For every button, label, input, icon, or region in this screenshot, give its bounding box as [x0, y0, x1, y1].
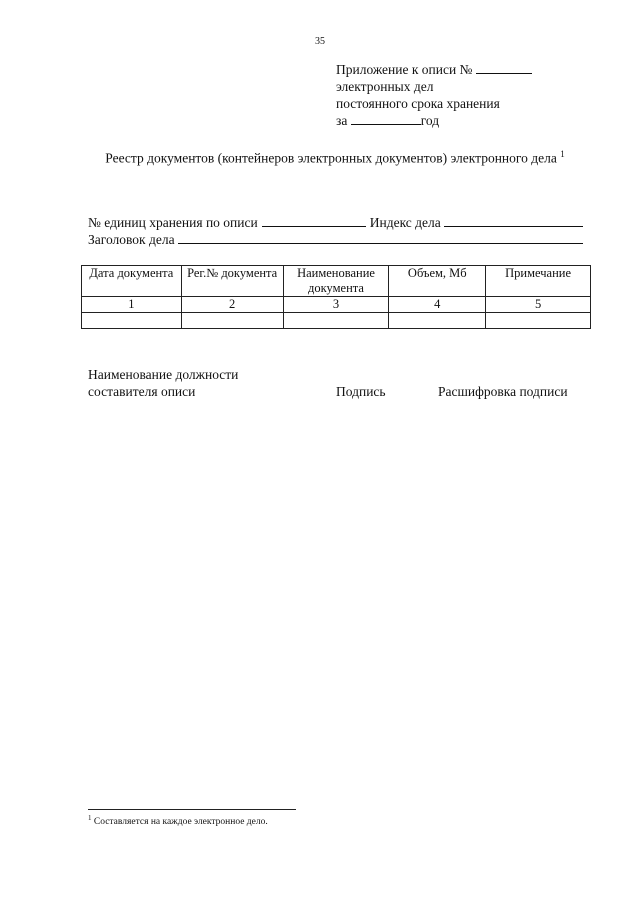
signature-block — [88, 366, 588, 406]
appendix-block — [336, 61, 532, 129]
signature-label: Подпись — [336, 384, 386, 399]
table-cell — [82, 313, 182, 329]
table-row — [82, 313, 591, 329]
footnote — [88, 812, 268, 828]
units-label: № единиц хранения по описи — [88, 215, 258, 230]
heading-label: Заголовок дела — [88, 232, 175, 247]
column-number: 2 — [181, 297, 283, 313]
appendix-line-1 — [336, 61, 532, 78]
header-date: Дата документа — [82, 266, 182, 297]
appendix-year-suffix: год — [420, 113, 440, 128]
appendix-line-3: постоянного срока хранения — [336, 96, 500, 111]
title-footnote-mark: 1 — [560, 149, 565, 159]
column-number: 1 — [82, 297, 182, 313]
registry-table — [81, 265, 591, 329]
document-title-text: Реестр документов (контейнеров электронных документов) электронного дела — [105, 150, 557, 166]
table-cell — [181, 313, 283, 329]
units-blank — [262, 214, 366, 227]
table-cell — [389, 313, 486, 329]
page-number: 35 — [315, 36, 325, 47]
position-label — [88, 366, 238, 400]
appendix-year-blank — [351, 112, 421, 125]
position-label-line-1: Наименование должности — [88, 367, 239, 382]
units-index-row — [88, 214, 583, 231]
column-number: 5 — [486, 297, 591, 313]
table-cell — [486, 313, 591, 329]
header-name: Наименование документа — [283, 266, 389, 297]
heading-row — [88, 231, 583, 248]
table-cell — [283, 313, 389, 329]
heading-blank — [178, 231, 583, 244]
index-blank — [444, 214, 583, 227]
header-volume: Объем, Мб — [389, 266, 486, 297]
signature-decoding-label: Расшифровка подписи — [438, 384, 568, 399]
appendix-line-2: электронных дел — [336, 79, 434, 94]
column-number: 4 — [389, 297, 486, 313]
position-label-line-2: составителя описи — [88, 384, 196, 399]
table-number-row — [82, 297, 591, 313]
header-note: Примечание — [486, 266, 591, 297]
case-fields — [88, 214, 583, 248]
footnote-mark: 1 — [88, 814, 92, 822]
table-header-row — [82, 266, 591, 297]
appendix-year-prefix: за — [336, 113, 348, 128]
appendix-line-4 — [336, 112, 532, 129]
index-label: Индекс дела — [369, 215, 441, 230]
appendix-number-blank — [476, 61, 532, 74]
document-title — [80, 146, 590, 167]
footnote-divider — [88, 809, 296, 810]
footnote-text: Составляется на каждое электронное дело. — [93, 817, 268, 828]
appendix-title: Приложение к описи № — [336, 62, 473, 77]
column-number: 3 — [283, 297, 389, 313]
header-reg-number: Рег.№ документа — [181, 266, 283, 297]
